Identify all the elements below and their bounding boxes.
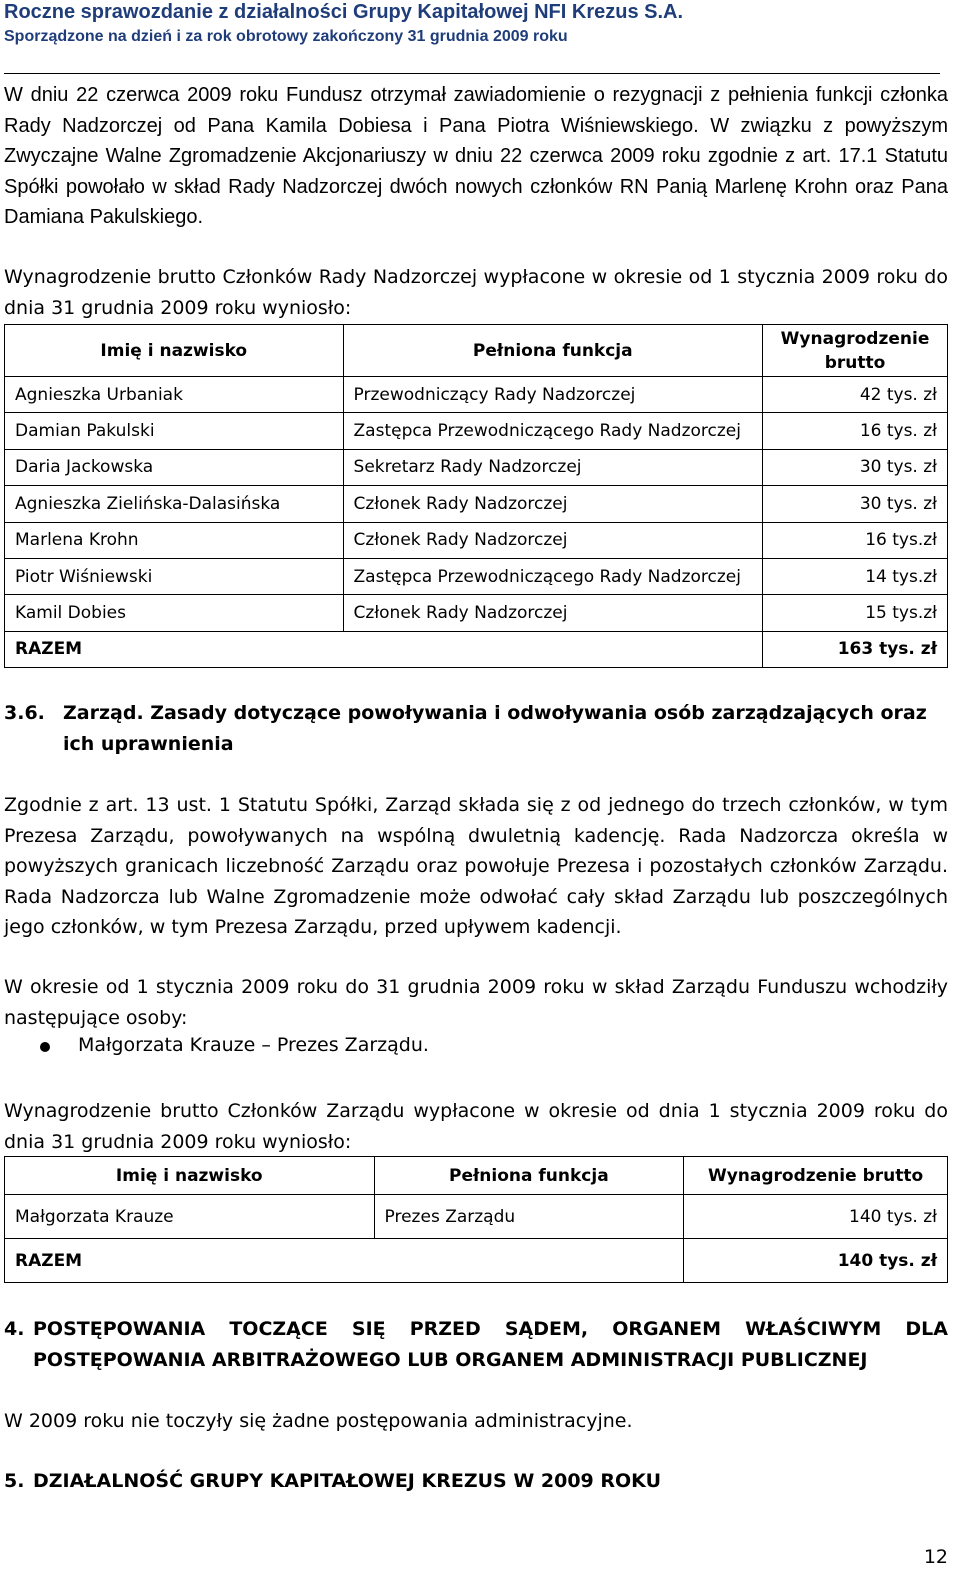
cell-function: Przewodniczący Rady Nadzorczej — [343, 377, 762, 413]
paragraph-board-remuneration-intro: Wynagrodzenie brutto Członków Rady Nadzorczej wypłacone w okresie od 1 stycznia 2009 roku do dnia 31 grudnia 2009 roku wyniosło: — [4, 266, 948, 319]
header-divider — [4, 73, 940, 74]
cell-name: Daria Jackowska — [5, 449, 344, 485]
cell-remuneration: 30 tys. zł — [763, 486, 948, 522]
column-header-remuneration: Wynagrodzenie brutto — [684, 1157, 948, 1195]
cell-remuneration: 16 tys.zł — [763, 522, 948, 558]
cell-function: Członek Rady Nadzorczej — [343, 486, 762, 522]
cell-function: Członek Rady Nadzorczej — [343, 522, 762, 558]
list-item-board-member: Małgorzata Krauze – Prezes Zarządu. — [78, 1034, 429, 1056]
total-value: 163 tys. zł — [763, 631, 948, 667]
total-label: RAZEM — [5, 631, 763, 667]
table-total-row — [5, 1239, 948, 1283]
report-title: Roczne sprawozdanie z działalności Grupy Kapitałowej NFI Krezus S.A. — [4, 1, 684, 23]
column-header-remuneration: Wynagrodzenie brutto — [763, 325, 948, 377]
cell-name: Agnieszka Zielińska-Dalasińska — [5, 486, 344, 522]
column-header-name: Imię i nazwisko — [5, 1157, 375, 1195]
column-header-function: Pełniona funkcja — [343, 325, 762, 377]
section-number-4: 4. — [4, 1318, 25, 1340]
total-label: RAZEM — [5, 1239, 684, 1283]
column-header-name: Imię i nazwisko — [5, 325, 344, 377]
table-row — [5, 558, 948, 594]
section-number-3-6: 3.6. — [4, 702, 45, 724]
cell-function: Zastępca Przewodniczącego Rady Nadzorczej — [343, 413, 762, 449]
bullet-point — [40, 1042, 50, 1052]
cell-function: Zastępca Przewodniczącego Rady Nadzorczej — [343, 558, 762, 594]
paragraph-board-composition: Zgodnie z art. 13 ust. 1 Statutu Spółki, Zarząd składa się z od jednego do trzech członków, w tym Prezesa Zarządu, powoływanych na wspólną dwuletnią kadencję. Rada Nadzorcza określa w powyższych granicach liczebność Zarządu oraz powołuje Prezesa i pozostałych członków Zarządu. Rada Nadzorcza lub Walne Zgromadzenie może odwołać cały skład Zarządu lub poszczególnych jego członków, w tym Prezesa Zarządu, przed upływem kadencji. — [4, 794, 948, 938]
section-title-group-activity: DZIAŁALNOŚĆ GRUPY KAPITAŁOWEJ KREZUS W 2009 ROKU — [33, 1470, 661, 1492]
cell-function: Członek Rady Nadzorczej — [343, 595, 762, 631]
cell-name: Kamil Dobies — [5, 595, 344, 631]
table-row — [5, 413, 948, 449]
table-row — [5, 522, 948, 558]
cell-remuneration: 42 tys. zł — [763, 377, 948, 413]
cell-name: Piotr Wiśniewski — [5, 558, 344, 594]
cell-remuneration: 16 tys. zł — [763, 413, 948, 449]
supervisory-board-remuneration-table — [4, 324, 948, 668]
table-row — [5, 449, 948, 485]
cell-name: Marlena Krohn — [5, 522, 344, 558]
cell-name: Damian Pakulski — [5, 413, 344, 449]
table-header-row — [5, 325, 948, 377]
table-row — [5, 486, 948, 522]
page-number: 12 — [923, 1546, 948, 1568]
table-row — [5, 377, 948, 413]
table-total-row — [5, 631, 948, 667]
section-title-proceedings: POSTĘPOWANIA TOCZĄCE SIĘ PRZED SĄDEM, ORGANEM WŁAŚCIWYM DLA POSTĘPOWANIA ARBITRAŻOWEGO LUB ORGANEM ADMINISTRACJI PUBLICZNEJ — [33, 1318, 948, 1371]
total-value: 140 tys. zł — [684, 1239, 948, 1283]
column-header-function: Pełniona funkcja — [374, 1157, 684, 1195]
paragraph-management-remuneration-intro: Wynagrodzenie brutto Członków Zarządu wypłacone w okresie od dnia 1 stycznia 2009 roku do dnia 31 grudnia 2009 roku wyniosło: — [4, 1100, 948, 1153]
report-subtitle: Sporządzone na dzień i za rok obrotowy zakończony 31 grudnia 2009 roku — [4, 28, 568, 45]
cell-function: Sekretarz Rady Nadzorczej — [343, 449, 762, 485]
cell-name: Agnieszka Urbaniak — [5, 377, 344, 413]
paragraph-no-proceedings: W 2009 roku nie toczyły się żadne postępowania administracyjne. — [4, 1410, 633, 1432]
cell-name: Małgorzata Krauze — [5, 1195, 375, 1239]
cell-remuneration: 140 tys. zł — [684, 1195, 948, 1239]
management-board-remuneration-table — [4, 1156, 948, 1283]
section-number-5: 5. — [4, 1470, 25, 1492]
table-row — [5, 595, 948, 631]
cell-remuneration: 30 tys. zł — [763, 449, 948, 485]
cell-remuneration: 14 tys.zł — [763, 558, 948, 594]
paragraph-board-members-intro: W okresie od 1 stycznia 2009 roku do 31 grudnia 2009 roku w skład Zarządu Funduszu wchodziły następujące osoby: — [4, 976, 948, 1029]
section-title-management-board: Zarząd. Zasady dotyczące powoływania i odwoływania osób zarządzających oraz ich uprawnienia — [63, 702, 927, 755]
cell-function: Prezes Zarządu — [374, 1195, 684, 1239]
cell-remuneration: 15 tys.zł — [763, 595, 948, 631]
table-header-row — [5, 1157, 948, 1195]
paragraph-board-changes: W dniu 22 czerwca 2009 roku Fundusz otrzymał zawiadomienie o rezygnacji z pełnienia funkcji członka Rady Nadzorczej od Pana Kamila Dobiesa i Pana Piotra Wiśniewskiego. W związku z powyższym Zwyczajne Walne Zgromadzenie Akcjonariuszy w dniu 22 czerwca 2009 roku zgodnie z art. 17.1 Statutu Spółki powołało w skład Rady Nadzorczej dwóch nowych członków RN Panią Marlenę Krohn oraz Pana Damiana Pakulskiego. — [4, 84, 948, 228]
table-row — [5, 1195, 948, 1239]
